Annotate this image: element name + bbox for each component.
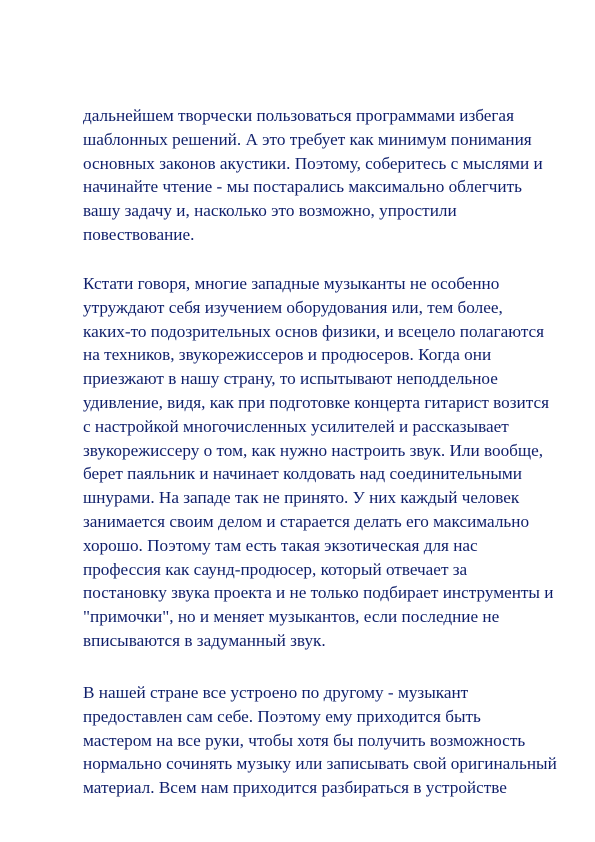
- paragraph-line: занимается своим делом и старается делать его максимально: [83, 511, 530, 531]
- paragraph-line: вашу задачу и, насколько это возможно, упростили: [83, 201, 457, 221]
- paragraph-line: удивление, видя, как при подготовке концерта гитарист возится: [83, 392, 550, 412]
- paragraph-line: постановку звука проекта и не только подбирает инструменты и: [83, 583, 554, 603]
- paragraph-line: мастером на все руки, чтобы хотя бы получить возможность: [83, 730, 526, 750]
- paragraph-2: [83, 272, 583, 653]
- paragraph-line: предоставлен сам себе. Поэтому ему приходится быть: [83, 706, 481, 726]
- paragraph-line: В нашей стране все устроено по другому - музыкант: [83, 683, 469, 702]
- paragraph-line: основных законов акустики. Поэтому, соберитесь с мыслями и: [83, 153, 543, 173]
- paragraph-line: "примочки", но и меняет музыкантов, если последние не: [83, 607, 500, 627]
- paragraph-line: на техников, звукорежиссеров и продюсеров. Когда они: [83, 345, 492, 365]
- paragraph-1: [83, 104, 583, 247]
- paragraph-line: шаблонных решений. А это требует как минимум понимания: [83, 129, 532, 149]
- paragraph-line: дальнейшем творчески пользоваться программами избегая: [83, 106, 514, 125]
- paragraph-line: шнурами. На западе так не принято. У них каждый человек: [83, 488, 520, 508]
- paragraph-line: начинайте чтение - мы постарались максимально облегчить: [83, 177, 522, 197]
- paragraph-line: берет паяльник и начинает колдовать над соединительными: [83, 464, 523, 484]
- paragraph-line: повествование.: [83, 224, 195, 244]
- paragraph-line: хорошо. Поэтому там есть такая экзотическая для нас: [83, 535, 478, 555]
- paragraph-3: [83, 681, 583, 800]
- paragraph-line: приезжают в нашу страну, то испытывают неподдельное: [83, 369, 498, 389]
- paragraph-line: профессия как саунд-продюсер, который отвечает за: [83, 559, 468, 579]
- paragraph-line: с настройкой многочисленных усилителей и рассказывает: [83, 416, 509, 436]
- paragraph-line: Кстати говоря, многие западные музыканты не особенно: [83, 274, 500, 293]
- paragraph-line: нормально сочинять музыку или записывать свой оригинальный: [83, 754, 557, 774]
- paragraph-line: звукорежиссеру о том, как нужно настроить звук. Или вообще,: [83, 440, 544, 460]
- paragraph-line: вписываются в задуманный звук.: [83, 630, 326, 650]
- paragraph-line: материал. Всем нам приходится разбираться в устройстве: [83, 778, 507, 798]
- paragraph-line: каких-то подозрительных основ физики, и всецело полагаются: [83, 321, 545, 341]
- paragraph-line: утруждают себя изучением оборудования или, тем более,: [83, 297, 503, 317]
